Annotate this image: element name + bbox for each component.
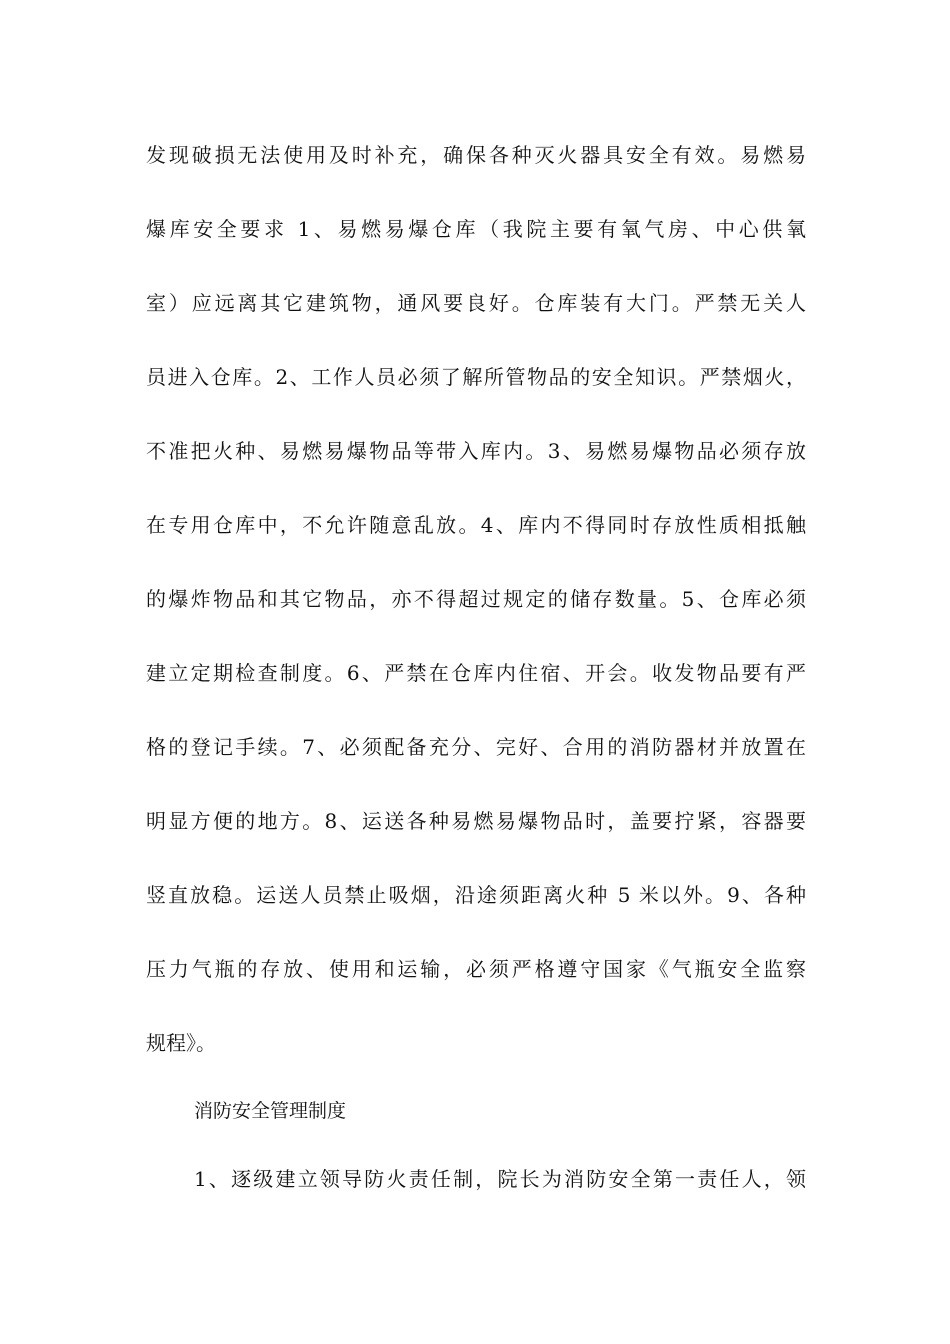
paragraph-line: 建立定期检查制度。6、严禁在仓库内住宿、开会。收发物品要有严 [146,661,806,685]
paragraph-line: 员进入仓库。2、工作人员必须了解所管物品的安全知识。严禁烟火， [146,365,806,389]
paragraph-line: 格的登记手续。7、必须配备充分、完好、合用的消防器材并放置在 [146,735,806,759]
paragraph-line: 规程》。 [146,1031,216,1055]
paragraph-line: 明显方便的地方。8、运送各种易燃易爆物品时，盖要拧紧，容器要 [146,809,806,833]
paragraph-line: 在专用仓库中，不允许随意乱放。4、库内不得同时存放性质相抵触 [146,513,806,537]
paragraph-line: 爆库安全要求 1、易燃易爆仓库（我院主要有氧气房、中心供氧 [146,217,806,241]
paragraph-line: 竖直放稳。运送人员禁止吸烟，沿途须距离火种 5 米以外。9、各种 [146,883,806,907]
paragraph-line: 压力气瓶的存放、使用和运输，必须严格遵守国家《气瓶安全监察 [146,957,806,981]
section-heading: 消防安全管理制度 [194,1100,347,1122]
section-first-line: 1、逐级建立领导防火责任制，院长为消防安全第一责任人，领 [194,1167,806,1191]
paragraph-line: 的爆炸物品和其它物品，亦不得超过规定的储存数量。5、仓库必须 [146,587,806,611]
paragraph-line: 不准把火种、易燃易爆物品等带入库内。3、易燃易爆物品必须存放 [146,439,806,463]
paragraph-line: 发现破损无法使用及时补充，确保各种灭火器具安全有效。易燃易 [146,143,806,167]
paragraph-line: 室）应远离其它建筑物，通风要良好。仓库装有大门。严禁无关人 [146,291,806,315]
